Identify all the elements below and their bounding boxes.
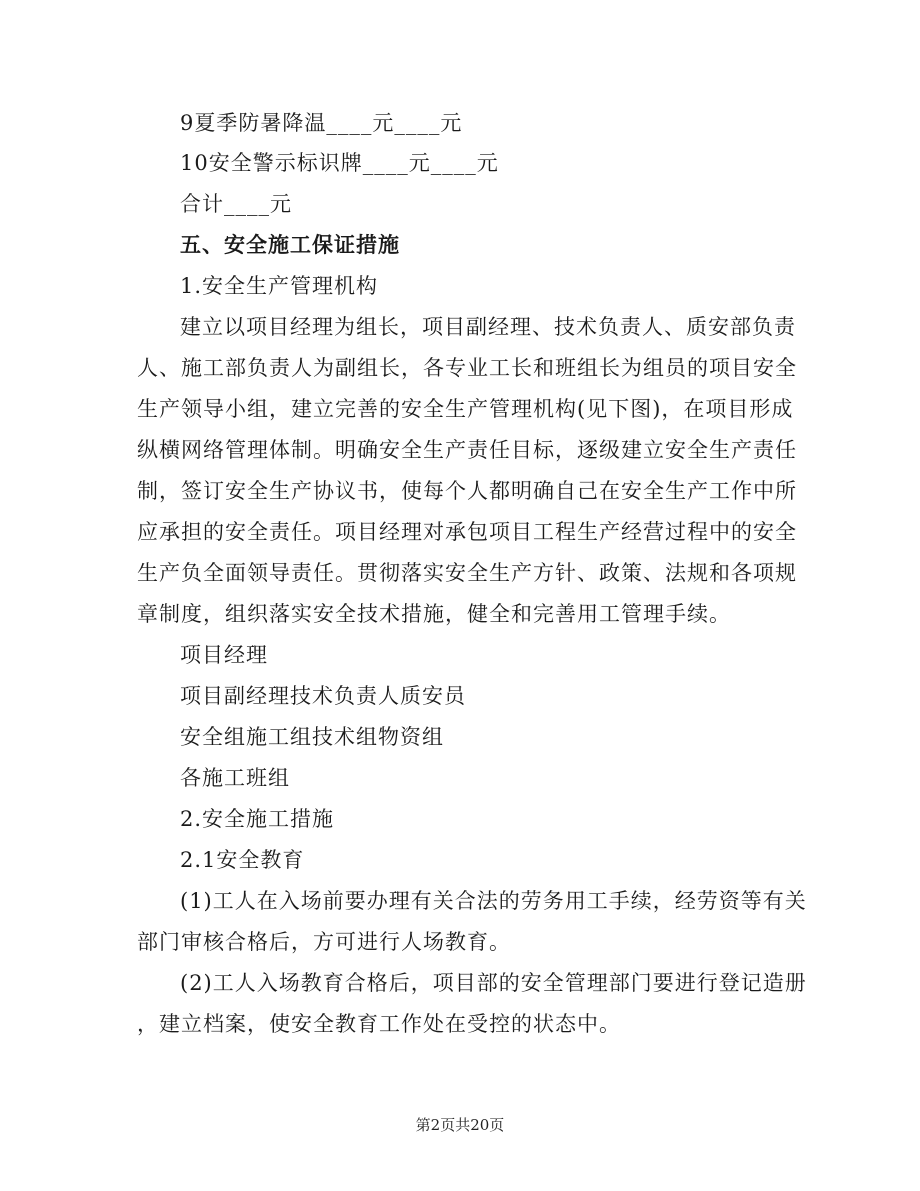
cost-item-10: 10安全警示标识牌____元____元 [180,151,499,175]
org-level-2: 项目副经理技术负责人质安员 [180,684,466,708]
list-item-1-line: (1)工人在入场前要办理有关合法的劳务用工手续，经劳资等有关 [180,889,807,913]
section-title: 五、安全施工保证措施 [180,232,400,257]
list-item-2-line: (2)工人入场教育合格后，项目部的安全管理部门要进行登记造册 [180,971,807,995]
subsection-2-title: 2.安全施工措施 [180,807,335,831]
list-item-2-line: ，建立档案，使安全教育工作处在受控的状态中。 [137,1012,621,1036]
paragraph-line: 生产领导小组，建立完善的安全生产管理机构(见下图)，在项目形成 [137,397,794,421]
org-level-1: 项目经理 [180,643,268,667]
paragraph-line: 应承担的安全责任。项目经理对承包项目工程生产经营过程中的安全 [137,520,797,544]
paragraph-line: 人、施工部负责人为副组长，各专业工长和班组长为组员的项目安全 [137,356,797,380]
list-item-1-line: 部门审核合格后，方可进行人场教育。 [137,930,511,954]
paragraph-line: 建立以项目经理为组长，项目副经理、技术负责人、质安部负责 [180,315,796,339]
page-number: 第2页共20页 [415,1116,505,1134]
paragraph-line: 章制度，组织落实安全技术措施，健全和完善用工管理手续。 [137,602,731,626]
subsection-2-1-title: 2.1安全教育 [180,848,305,872]
paragraph-line: 生产负全面领导责任。贯彻落实安全生产方针、政策、法规和各项规 [137,561,797,585]
org-level-4: 各施工班组 [180,766,290,790]
paragraph-line: 纵横网络管理体制。明确安全生产责任目标，逐级建立安全生产责任 [137,438,797,462]
paragraph-line: 制，签订安全生产协议书，使每个人都明确自己在安全生产工作中所 [137,479,797,503]
cost-total: 合计____元 [180,192,292,216]
subsection-1-title: 1.安全生产管理机构 [180,274,379,298]
cost-item-9: 9夏季防暑降温____元____元 [180,111,463,135]
org-level-3: 安全组施工组技术组物资组 [180,725,444,749]
